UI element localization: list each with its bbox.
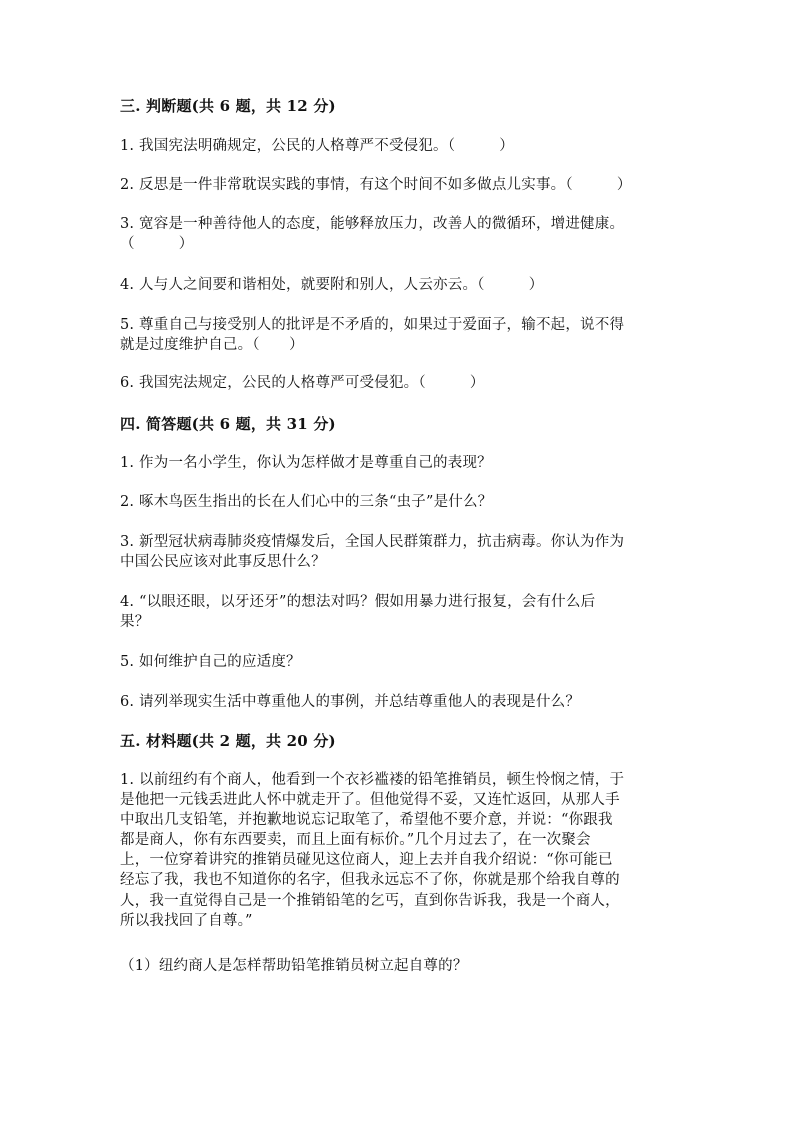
section-heading-short-answer: 四. 简答题(共 6 题，共 31 分) bbox=[120, 415, 336, 433]
judgment-item-2: 2. 反思是一件非常耽误实践的事情，有这个时间不如多做点儿实事。（ ） bbox=[120, 177, 632, 193]
material-passage-line-3: 中取出几支铅笔，并抱歉地说忘记取笔了，希望他不要介意，并说：“你跟我 bbox=[120, 812, 613, 828]
material-question-1: （1）纽约商人是怎样帮助铅笔推销员树立起自尊的？ bbox=[120, 958, 468, 974]
short-answer-item-3-line-2: 中国公民应该对此事反思什么？ bbox=[120, 554, 326, 570]
short-answer-item-1: 1. 作为一名小学生，你认为怎样做才是尊重自己的表现？ bbox=[120, 455, 492, 471]
section-heading-material: 五. 材料题(共 2 题，共 20 分) bbox=[120, 732, 336, 750]
material-passage-line-1: 1. 以前纽约有个商人，他看到一个衣衫褴褛的铅笔推销员，顿生怜悯之情，于 bbox=[120, 772, 625, 788]
judgment-item-6: 6. 我国宪法规定，公民的人格尊严可受侵犯。（ ） bbox=[120, 375, 485, 391]
judgment-item-5-line-1: 5. 尊重自己与接受别人的批评是不矛盾的，如果过于爱面子，输不起，说不得 bbox=[120, 317, 625, 333]
section-heading-judgment: 三. 判断题(共 6 题，共 12 分) bbox=[120, 97, 336, 115]
short-answer-item-4-line-2: 果？ bbox=[120, 614, 150, 630]
short-answer-item-5: 5. 如何维护自己的应适度？ bbox=[120, 654, 301, 670]
judgment-item-3-line-1: 3. 宽容是一种善待他人的态度，能够释放压力，改善人的微循环，增进健康。 bbox=[120, 216, 625, 232]
short-answer-item-4-line-1: 4. “以眼还眼，以牙还牙”的想法对吗？假如用暴力进行报复，会有什么后 bbox=[120, 594, 596, 610]
short-answer-item-6: 6. 请列举现实生活中尊重他人的事例，并总结尊重他人的表现是什么？ bbox=[120, 694, 581, 710]
material-passage-line-6: 经忘了我，我也不知道你的名字，但我永远忘不了你，你就是那个给我自尊的 bbox=[120, 872, 620, 888]
short-answer-item-2: 2. 啄木鸟医生指出的长在人们心中的三条“虫子”是什么？ bbox=[120, 494, 493, 510]
judgment-item-5-line-2: 就是过度维护自己。（ ） bbox=[120, 337, 304, 353]
judgment-item-3-line-2: （ ） bbox=[120, 236, 194, 252]
judgment-item-1: 1. 我国宪法明确规定，公民的人格尊严不受侵犯。（ ） bbox=[120, 138, 514, 154]
material-passage-line-8: 所以我找回了自尊。” bbox=[120, 913, 253, 929]
material-passage-line-7: 人，我一直觉得自己是一个推销铅笔的乞丐，直到你告诉我，我是一个商人， bbox=[120, 893, 620, 909]
judgment-item-4: 4. 人与人之间要和谐相处，就要附和别人，人云亦云。（ ） bbox=[120, 277, 544, 293]
material-passage-line-5: 上，一位穿着讲究的推销员碰见这位商人，迎上去并自我介绍说：“你可能已 bbox=[120, 852, 613, 868]
short-answer-item-3-line-1: 3. 新型冠状病毒肺炎疫情爆发后，全国人民群策群力，抗击病毒。你认为作为 bbox=[120, 534, 625, 550]
material-passage-line-2: 是他把一元钱丢进此人怀中就走开了。但他觉得不妥，又连忙返回，从那人手 bbox=[120, 792, 620, 808]
material-passage-line-4: 都是商人，你有东西要卖，而且上面有标价。”几个月过去了，在一次聚会 bbox=[120, 832, 591, 848]
